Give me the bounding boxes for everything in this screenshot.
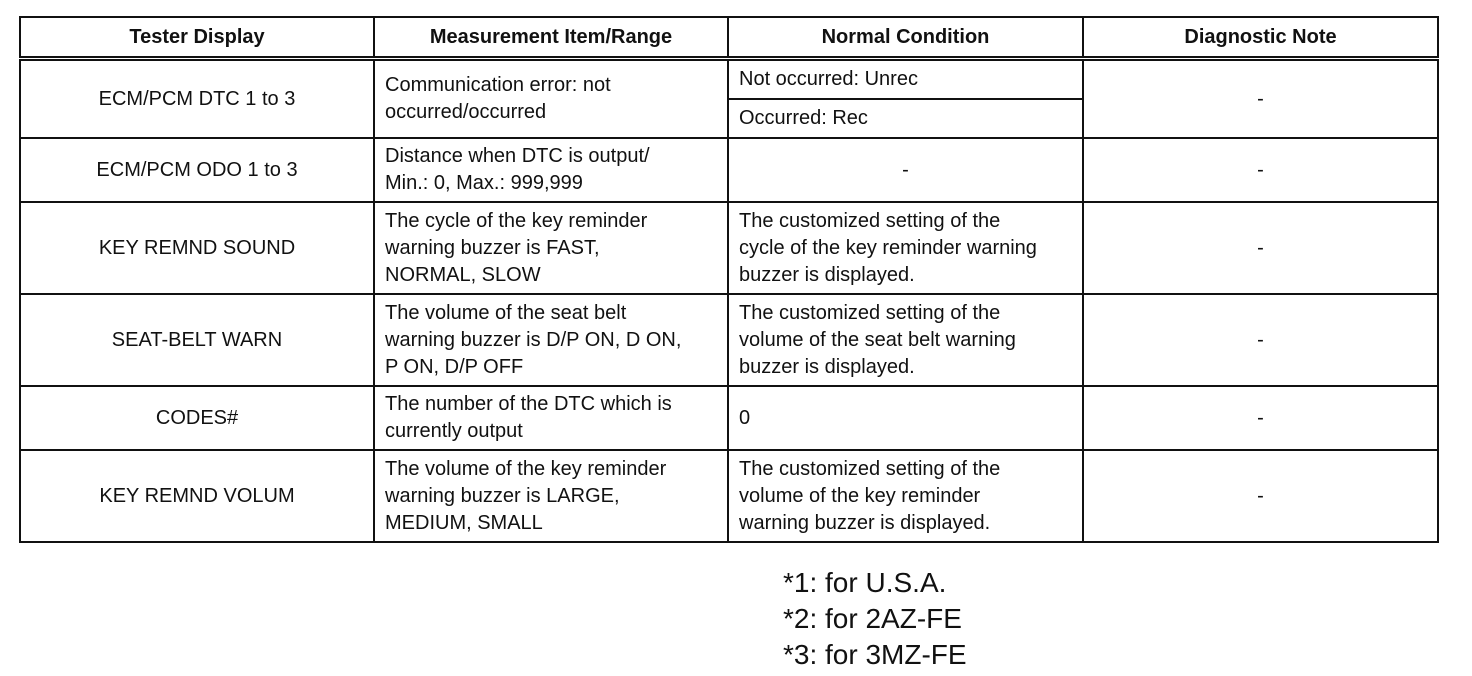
table-row [20,450,1438,542]
normal-condition-cell: Not occurred: Unrec [728,59,1083,100]
footnote: *3: for 3MZ-FE [783,639,967,670]
normal-condition-line: The customized setting of the [739,457,1001,480]
normal-condition-line: The customized setting of the [739,209,1001,232]
diagnostic-note-cell: - [1083,202,1438,294]
measurement-line: The volume of the key reminder [385,457,667,480]
measurement-line: Distance when DTC is output/ [385,145,650,167]
table-row [20,59,1438,100]
measurement-line: warning buzzer is D/P ON, D ON, [385,328,682,351]
diagnostic-note-cell: - [1083,59,1438,139]
table-row [20,386,1438,450]
measurement-cell [374,386,728,450]
diagnostic-note-cell: - [1083,450,1438,542]
tester-display-cell: SEAT-BELT WARN [20,294,374,386]
header-normal-condition: Normal Condition [728,17,1083,59]
measurement-line: occurred/occurred [385,101,547,123]
footnotes [783,565,967,673]
normal-condition-cell: Occurred: Rec [728,99,1083,138]
normal-condition-line: cycle of the key reminder warning [739,236,1037,259]
measurement-cell [374,450,728,542]
measurement-line: The number of the DTC which is [385,393,672,415]
table-row [20,294,1438,386]
measurement-cell [374,294,728,386]
header-diagnostic-note: Diagnostic Note [1083,17,1438,59]
normal-condition-line: volume of the seat belt warning [739,328,1016,351]
normal-condition-cell: 0 [728,386,1083,450]
measurement-line: The cycle of the key reminder [385,209,648,232]
diagnostic-note-cell: - [1083,386,1438,450]
tester-display-cell: CODES# [20,386,374,450]
footnote: *2: for 2AZ-FE [783,603,962,634]
tester-display-cell: ECM/PCM DTC 1 to 3 [20,59,374,139]
tester-display-cell: ECM/PCM ODO 1 to 3 [20,138,374,202]
diagnostic-data-table [19,16,1439,543]
normal-condition-line: buzzer is displayed. [739,263,915,286]
measurement-cell [374,138,728,202]
table-row [20,202,1438,294]
normal-condition-cell: - [728,138,1083,202]
diagnostic-note-cell: - [1083,294,1438,386]
measurement-line: Communication error: not [385,74,611,96]
normal-condition-cell [728,294,1083,386]
normal-condition-line: volume of the key reminder [739,484,981,507]
measurement-line: Min.: 0, Max.: 999,999 [385,172,583,194]
measurement-line: currently output [385,420,523,442]
normal-condition-line: warning buzzer is displayed. [739,511,991,534]
measurement-cell [374,59,728,139]
diagnostic-note-cell: - [1083,138,1438,202]
footnote: *1: for U.S.A. [783,567,947,598]
tester-display-cell: KEY REMND SOUND [20,202,374,294]
measurement-line: The volume of the seat belt [385,301,627,324]
tester-display-cell: KEY REMND VOLUM [20,450,374,542]
measurement-line: NORMAL, SLOW [385,263,541,286]
measurement-line: MEDIUM, SMALL [385,511,543,534]
measurement-cell [374,202,728,294]
normal-condition-cell [728,450,1083,542]
measurement-line: P ON, D/P OFF [385,355,524,378]
header-tester-display: Tester Display [20,17,374,59]
normal-condition-line: buzzer is displayed. [739,355,915,378]
header-measurement-item-range: Measurement Item/Range [374,17,728,59]
table-row [20,138,1438,202]
table-header-row [20,17,1438,59]
measurement-line: warning buzzer is FAST, [385,236,600,259]
normal-condition-line: The customized setting of the [739,301,1001,324]
normal-condition-cell [728,202,1083,294]
measurement-line: warning buzzer is LARGE, [385,484,620,507]
